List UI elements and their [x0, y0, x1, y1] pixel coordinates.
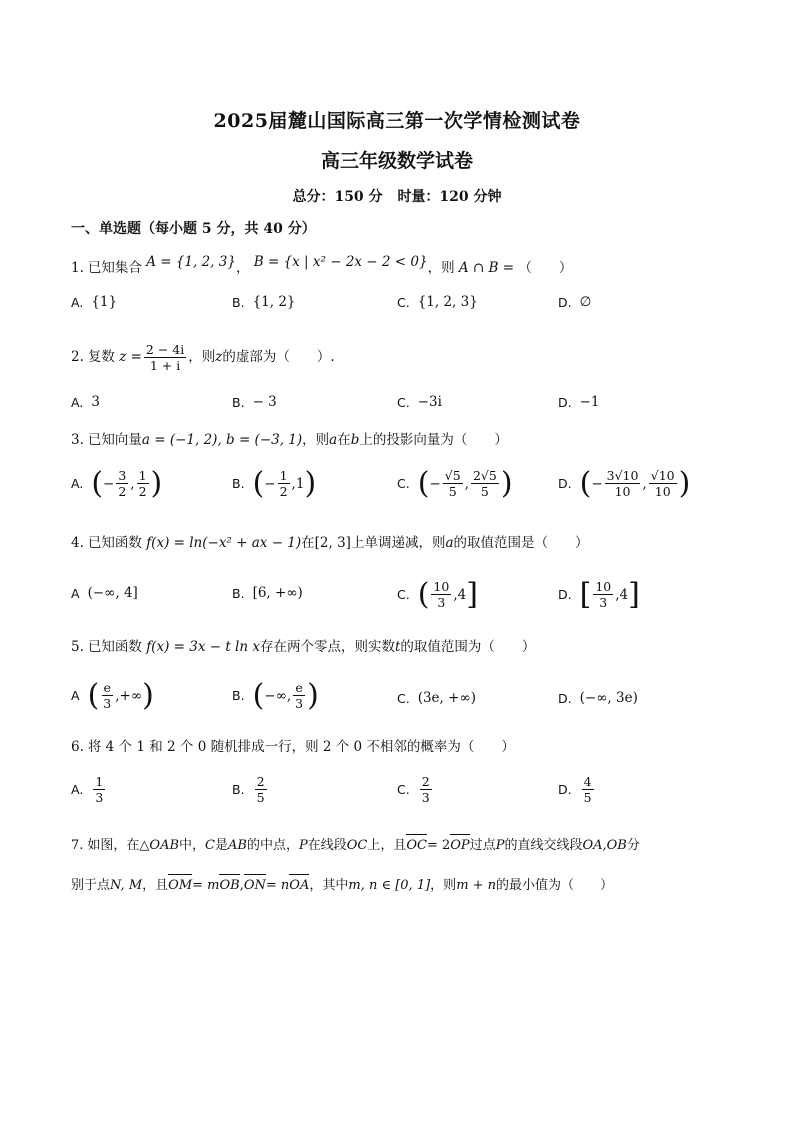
question-1: 1. 已知集合 A = {1, 2, 3}， B = {x | x² − 2x − 2 < 0}，则 A ∩ B = （ ） — [71, 254, 573, 276]
option-a[interactable]: A (−∞, 4] — [71, 585, 138, 601]
option-c[interactable]: C. $\frac{2}{3}$ — [397, 774, 430, 805]
question-7-line-2: 别于点N, M，且OM= mOB,ON= nOA，其中m, n ∈ [0, 1]，则m + n的最小值为（ ） — [71, 876, 613, 896]
option-d[interactable]: D. [ $\frac{10}{3}$ , 4 ] — [558, 576, 640, 612]
exam-subtitle: 高三年级数学试卷 — [320, 150, 473, 172]
option-b[interactable]: B. ( − $\frac{1}{2}$ , 1 ) — [232, 465, 317, 501]
option-d[interactable]: D. ( − $\frac{3√10}{10}$ , $\frac{√10}{10}$ ) — [558, 465, 691, 501]
option-c[interactable]: C. ( $\frac{10}{3}$ , 4 ] — [397, 576, 478, 612]
option-a[interactable]: A. {1} — [71, 294, 118, 310]
total-score: 总分：150 分 — [292, 189, 383, 205]
option-a[interactable]: A. ( − $\frac{3}{2}$ , $\frac{1}{2}$ ) — [71, 465, 163, 501]
option-d[interactable]: D. −1 — [558, 394, 600, 410]
question-7-line-1: 7. 如图，在△OAB中，C是AB的中点，P在线段OC上，且OC= 2OP过点P的直线交线段OA,OB分 — [71, 836, 640, 856]
time-limit: 时量：120 分钟 — [397, 189, 502, 205]
set-a: A = {1, 2, 3} — [146, 254, 236, 270]
set-b: B = {x | x² − 2x − 2 < 0} — [253, 254, 428, 270]
exam-meta — [0, 186, 794, 206]
option-b[interactable]: B. [6, +∞) — [232, 585, 303, 601]
question-2: 2. 复数 z = $\frac{2 - 4i}{1 + i}$ ，则z的虚部为（ ）. — [71, 342, 335, 373]
option-a[interactable]: A. $\frac{1}{3}$ — [71, 774, 104, 805]
option-a[interactable]: A ( $\frac{e}{3}$ , +∞ ) — [71, 677, 154, 713]
option-d[interactable]: D. ∅ — [558, 294, 592, 310]
option-b[interactable]: B. {1, 2} — [232, 294, 296, 310]
option-c[interactable]: C. −3i — [397, 394, 442, 410]
section-heading: 一、单选题（每小题 5 分，共 40 分） — [71, 221, 316, 237]
option-c[interactable]: C. (3e, +∞) — [397, 690, 476, 706]
question-3: 3. 已知向量a = (−1, 2), b = (−3, 1)，则a在b上的投影向量为（ ） — [71, 432, 508, 448]
exam-title: 2025届麓山国际高三第一次学情检测试卷 — [213, 110, 581, 132]
question-4: 4. 已知函数 f(x) = ln(−x² + ax − 1)在[2, 3]上单调递减，则a的取值范围是（ ） — [71, 535, 589, 551]
option-c[interactable]: C. ( − $\frac{√5}{5}$ , $\frac{2√5}{5}$ ) — [397, 465, 513, 501]
intersection: A ∩ B — [458, 260, 499, 276]
option-c[interactable]: C. {1, 2, 3} — [397, 294, 478, 310]
option-b[interactable]: B. $\frac{2}{5}$ — [232, 774, 265, 805]
question-5: 5. 已知函数 f(x) = 3x − t ln x存在两个零点，则实数t的取值范围为（ ） — [71, 639, 536, 655]
option-b[interactable]: B. ( −∞, $\frac{e}{3}$ ) — [232, 677, 319, 713]
option-d[interactable]: D. $\frac{4}{5}$ — [558, 774, 592, 805]
option-d[interactable]: D. (−∞, 3e) — [558, 690, 638, 706]
option-a[interactable]: A. 3 — [71, 394, 100, 410]
question-6: 6. 将 4 个 1 和 2 个 0 随机排成一行，则 2 个 0 不相邻的概率为（ ） — [71, 739, 515, 755]
option-b[interactable]: B. − 3 — [232, 394, 277, 410]
